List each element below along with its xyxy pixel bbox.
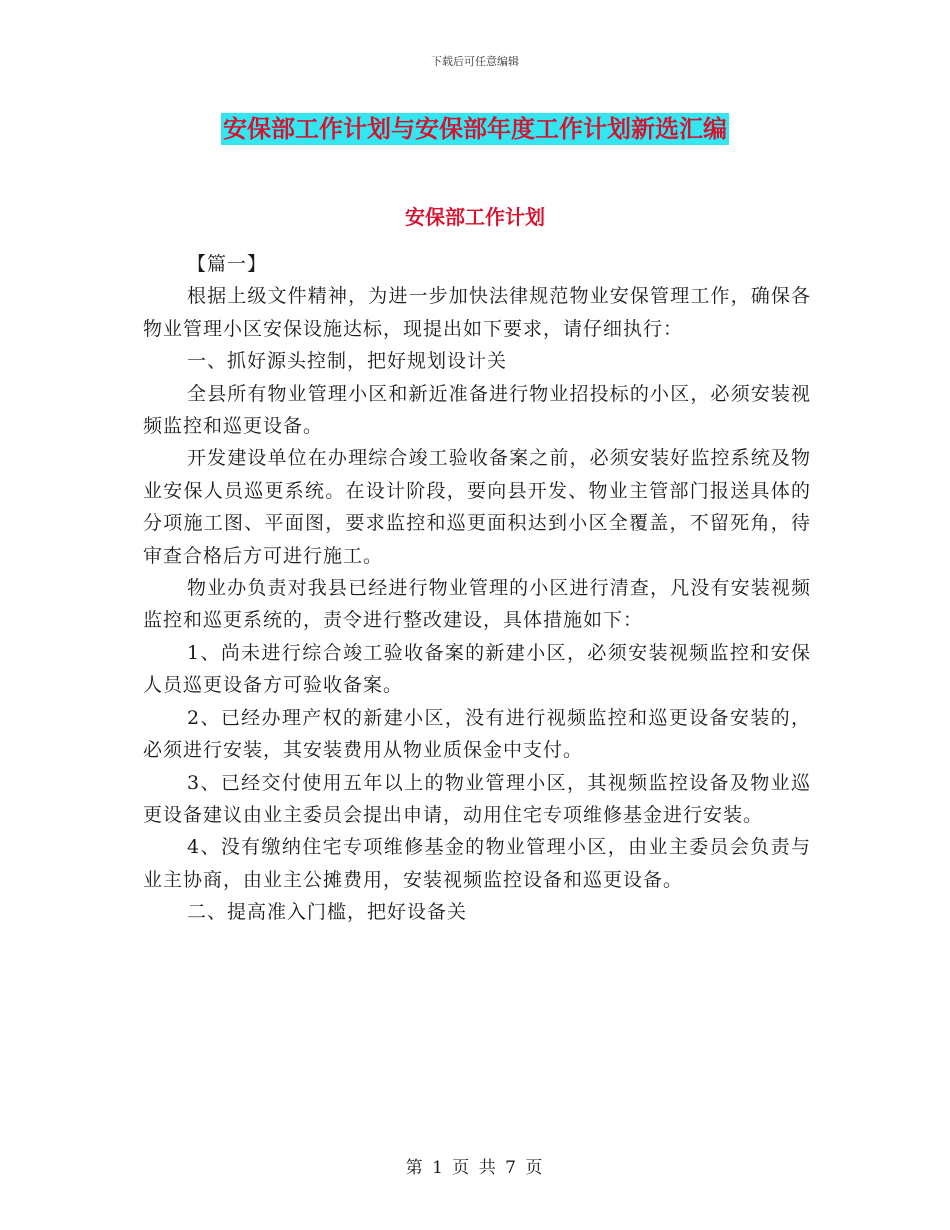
paragraph: 1、尚未进行综合竣工验收备案的新建小区，必须安装视频监控和安保人员巡更设备方可验收备案。 <box>143 641 811 697</box>
paragraph-heading: 二、提高准入门槛，把好设备关 <box>187 901 468 924</box>
paragraph: 3、已经交付使用五年以上的物业管理小区，其视频监控设备及物业巡更设备建议由业主委员会提出申请，动用住宅专项维修基金进行安装。 <box>143 771 811 826</box>
page-footer: 第 1 页 共 7 页 <box>405 1158 545 1178</box>
document-body <box>143 248 811 929</box>
paragraph: 4、没有缴纳住宅专项维修基金的物业管理小区，由业主委员会负责与业主协商，由业主公摊费用，安装视频监控设备和巡更设备。 <box>143 836 811 891</box>
header-note: 下载后可任意编辑 <box>431 55 519 68</box>
paragraph-part-label: 【篇一】 <box>187 253 268 275</box>
main-title-container <box>0 113 950 145</box>
paragraph-heading: 一、抓好源头控制，把好规划设计关 <box>187 350 508 373</box>
section-title: 安保部工作计划 <box>405 205 545 229</box>
paragraph: 物业办负责对我县已经进行物业管理的小区进行清查，凡没有安装视频监控和巡更系统的，责令进行整改建设，具体措施如下： <box>143 577 811 632</box>
paragraph: 根据上级文件精神，为进一步加快法律规范物业安保管理工作，确保各物业管理小区安保设施达标，现提出如下要求，请仔细执行： <box>143 285 811 340</box>
paragraph: 开发建设单位在办理综合竣工验收备案之前，必须安装好监控系统及物业安保人员巡更系统。在设计阶段，要向县开发、物业主管部门报送具体的分项施工图、平面图，要求监控和巡更面积达到小区全覆盖，不留死角，待审查合格后方可进行施工。 <box>143 447 811 567</box>
paragraph: 全县所有物业管理小区和新近准备进行物业招投标的小区，必须安装视频监控和巡更设备。 <box>143 382 811 438</box>
main-title: 安保部工作计划与安保部年度工作计划新选汇编 <box>223 115 727 143</box>
paragraph: 2、已经办理产权的新建小区，没有进行视频监控和巡更设备安装的，必须进行安装，其安装费用从物业质保金中支付。 <box>143 706 811 762</box>
